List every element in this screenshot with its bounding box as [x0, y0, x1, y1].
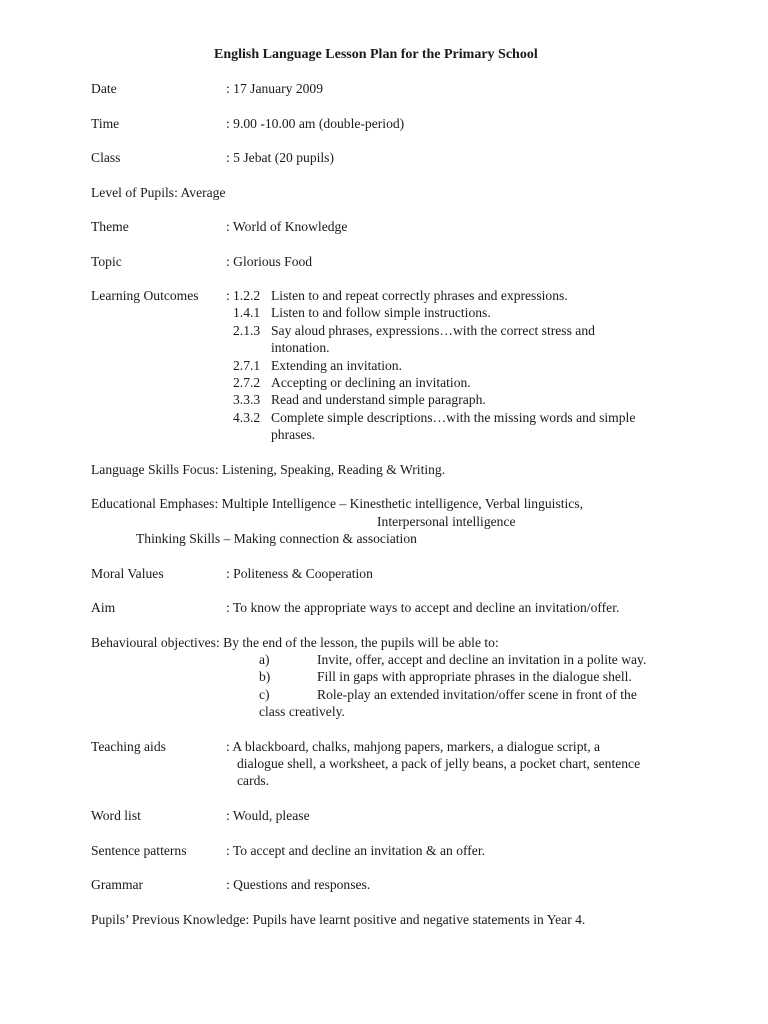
outcome-text: Read and understand simple paragraph. [271, 392, 486, 407]
teaching-aids-value: : A blackboard, chalks, mahjong papers, markers, a dialogue script, a [226, 739, 601, 754]
topic-value: : Glorious Food [226, 254, 313, 269]
learning-outcomes-colon: : [226, 288, 230, 303]
objective-letter: a) [259, 652, 270, 667]
outcome-code: 2.1.3 [233, 323, 261, 338]
outcome-text: Say aloud phrases, expressions…with the correct stress and [271, 323, 595, 338]
teaching-aids-continuation: cards. [237, 773, 270, 788]
sentence-patterns-label: Sentence patterns [91, 843, 187, 858]
outcome-text: Extending an invitation. [271, 358, 403, 373]
aim-label: Aim [91, 600, 116, 615]
outcome-code: 1.4.1 [233, 305, 261, 320]
outcome-text: Complete simple descriptions…with the missing words and simple [271, 410, 636, 425]
outcome-text-continuation: intonation. [271, 340, 330, 355]
outcome-code: 2.7.2 [233, 375, 261, 390]
date-value: : 17 January 2009 [226, 81, 324, 96]
outcome-code: 2.7.1 [233, 358, 261, 373]
thinking-skills: Thinking Skills – Making connection & association [136, 531, 417, 546]
word-list-label: Word list [91, 808, 141, 823]
outcome-code: 3.3.3 [233, 392, 261, 407]
outcome-text: Listen to and follow simple instructions. [271, 305, 491, 320]
sentence-patterns-value: : To accept and decline an invitation & an offer. [226, 843, 486, 858]
class-label: Class [91, 150, 121, 165]
level-of-pupils: Level of Pupils: Average [91, 185, 226, 200]
page-title: English Language Lesson Plan for the Primary School [214, 47, 538, 62]
time-label: Time [91, 116, 120, 131]
outcome-text-continuation: phrases. [271, 427, 316, 442]
outcome-code: 4.3.2 [233, 410, 261, 425]
objective-text: Invite, offer, accept and decline an invitation in a polite way. [317, 652, 647, 667]
time-value: : 9.00 -10.00 am (double-period) [226, 116, 405, 131]
word-list-value: : Would, please [226, 808, 310, 823]
objective-letter: c) [259, 687, 270, 702]
objective-text: Role-play an extended invitation/offer scene in front of the [317, 687, 637, 702]
grammar-label: Grammar [91, 877, 144, 892]
grammar-value: : Questions and responses. [226, 877, 371, 892]
outcome-text: Accepting or declining an invitation. [271, 375, 471, 390]
aim-value: : To know the appropriate ways to accept and decline an invitation/offer. [226, 600, 620, 615]
previous-knowledge: Pupils’ Previous Knowledge: Pupils have learnt positive and negative statements in Year 4. [91, 912, 586, 927]
moral-values-label: Moral Values [91, 566, 164, 581]
objective-text-continuation: class creatively. [259, 704, 345, 719]
educational-emphases: Educational Emphases: Multiple Intelligence – Kinesthetic intelligence, Verbal linguistics, [91, 496, 584, 511]
educational-emphases-continuation: Interpersonal intelligence [377, 514, 516, 529]
objective-letter: b) [259, 669, 271, 684]
moral-values-value: : Politeness & Cooperation [226, 566, 373, 581]
class-value: : 5 Jebat (20 pupils) [226, 150, 334, 165]
objective-text: Fill in gaps with appropriate phrases in the dialogue shell. [317, 669, 632, 684]
language-skills-focus: Language Skills Focus: Listening, Speaking, Reading & Writing. [91, 462, 446, 477]
date-label: Date [91, 81, 117, 96]
theme-label: Theme [91, 219, 129, 234]
teaching-aids-continuation: dialogue shell, a worksheet, a pack of jelly beans, a pocket chart, sentence [237, 756, 641, 771]
outcome-text: Listen to and repeat correctly phrases and expressions. [271, 288, 568, 303]
outcome-code: 1.2.2 [233, 288, 261, 303]
behavioural-objectives: Behavioural objectives: By the end of the lesson, the pupils will be able to: [91, 635, 499, 650]
learning-outcomes-label: Learning Outcomes [91, 288, 199, 303]
topic-label: Topic [91, 254, 122, 269]
teaching-aids-label: Teaching aids [91, 739, 166, 754]
theme-value: : World of Knowledge [226, 219, 348, 234]
